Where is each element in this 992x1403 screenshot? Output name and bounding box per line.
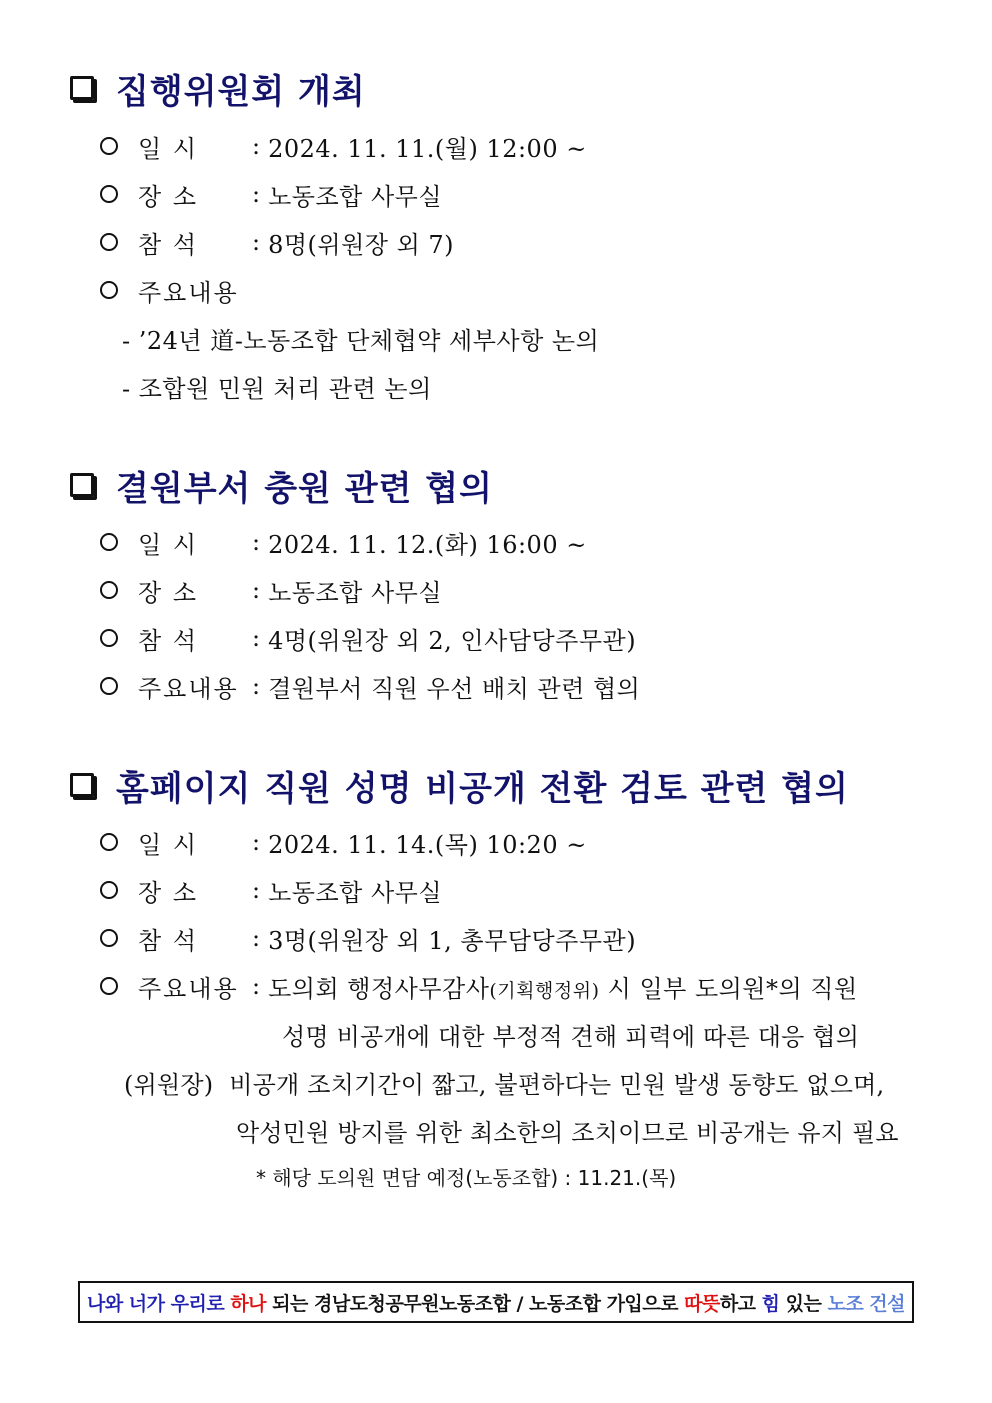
value-datetime: 2024. 11. 11.(월) 12:00 ~ <box>268 134 587 163</box>
section-1-datetime-row <box>100 128 587 164</box>
section-2-attendees-row <box>100 620 636 656</box>
circle-bullet-icon <box>100 629 118 647</box>
slogan-part-7: 있는 <box>779 1292 828 1315</box>
value-place: 노동조합 사무실 <box>268 182 443 211</box>
section-3-datetime-row <box>100 824 587 860</box>
value-main-content <box>268 969 858 1004</box>
separator: : <box>252 876 261 904</box>
checkbox-square-icon <box>70 76 94 100</box>
circle-bullet-icon <box>100 881 118 899</box>
value-attendees: 4명(위원장 외 2, 인사담당주무관) <box>268 626 637 655</box>
circle-bullet-icon <box>100 185 118 203</box>
separator: : <box>252 972 261 1000</box>
section-3-attendees-row <box>100 920 636 956</box>
value-place: 노동조합 사무실 <box>268 878 443 907</box>
label-main-content: 주요내용 <box>138 974 239 1003</box>
section-1-sub-item-2: - 조합원 민원 처리 관련 논의 <box>122 374 432 403</box>
label-main-content: 주요내용 <box>138 674 239 703</box>
label-attendees: 참 석 <box>138 626 198 655</box>
section-1-heading <box>70 68 366 112</box>
label-datetime: 일 시 <box>138 134 198 163</box>
section-2-content-row <box>100 668 640 704</box>
label-attendees: 참 석 <box>138 926 198 955</box>
label-main-content: 주요내용 <box>138 278 239 307</box>
separator: : <box>252 624 261 652</box>
circle-bullet-icon <box>100 281 118 299</box>
slogan-part-8: 노조 건설 <box>827 1292 905 1315</box>
label-datetime: 일 시 <box>138 530 198 559</box>
value-main-content: 결원부서 직원 우선 배치 관련 협의 <box>268 674 641 703</box>
chair-line-1-text: 비공개 조치기간이 짧고, 불편하다는 민원 발생 동향도 없으며, <box>229 1070 885 1099</box>
chair-label: (위원장) <box>124 1070 214 1099</box>
chair-statement-line-2: 악성민원 방지를 위한 최소한의 조치이므로 비공개는 유지 필요 <box>236 1118 899 1147</box>
section-1-content-row <box>100 272 239 308</box>
circle-bullet-icon <box>100 137 118 155</box>
value-datetime: 2024. 11. 14.(목) 10:20 ~ <box>268 830 587 859</box>
slogan-part-2: 하나 <box>230 1292 267 1315</box>
label-datetime: 일 시 <box>138 830 198 859</box>
separator: : <box>252 828 261 856</box>
section-2-title: 결원부서 충원 관련 협의 <box>116 468 493 509</box>
committee-note: (기획행정위) <box>489 979 600 1002</box>
section-2-datetime-row <box>100 524 587 560</box>
section-1-place-row <box>100 176 442 212</box>
circle-bullet-icon <box>100 833 118 851</box>
separator: : <box>252 924 261 952</box>
value-main-content-text: 도의회 행정사무감사 <box>268 974 490 1003</box>
slogan-banner <box>78 1281 914 1323</box>
value-attendees: 8명(위원장 외 7) <box>268 230 455 259</box>
value-attendees: 3명(위원장 외 1, 총무담당주무관) <box>268 926 637 955</box>
chair-statement-line-1 <box>124 1064 884 1100</box>
value-main-content-tail: 시 일부 도의원*의 직원 <box>599 974 858 1003</box>
separator: : <box>252 180 261 208</box>
circle-bullet-icon <box>100 977 118 995</box>
slogan-part-1: 나와 너가 우리로 <box>86 1292 231 1315</box>
label-place: 장 소 <box>138 878 198 907</box>
slogan-part-5: 하고 <box>719 1292 762 1315</box>
section-2-heading <box>70 465 493 509</box>
separator: : <box>252 132 261 160</box>
slogan-part-4: 따뜻 <box>684 1292 720 1315</box>
label-place: 장 소 <box>138 182 198 211</box>
circle-bullet-icon <box>100 581 118 599</box>
separator: : <box>252 576 261 604</box>
section-1-attendees-row <box>100 224 454 260</box>
section-1-title: 집행위원회 개최 <box>116 71 366 112</box>
circle-bullet-icon <box>100 929 118 947</box>
label-place: 장 소 <box>138 578 198 607</box>
circle-bullet-icon <box>100 233 118 251</box>
separator: : <box>252 228 261 256</box>
section-3-continuation: 성명 비공개에 대한 부정적 견해 피력에 따른 대응 협의 <box>282 1022 860 1051</box>
separator: : <box>252 528 261 556</box>
separator: : <box>252 672 261 700</box>
slogan-part-3: 되는 경남도청공무원노동조합 / 노동조합 가입으로 <box>266 1292 685 1315</box>
section-3-heading <box>70 765 849 809</box>
slogan-part-6: 힘 <box>761 1292 780 1315</box>
value-place: 노동조합 사무실 <box>268 578 443 607</box>
section-1-sub-item-1: - ’24년 道-노동조합 단체협약 세부사항 논의 <box>122 326 600 355</box>
value-datetime: 2024. 11. 12.(화) 16:00 ~ <box>268 530 587 559</box>
section-3-content-row <box>100 968 858 1004</box>
checkbox-square-icon <box>70 473 94 497</box>
section-3-title: 홈페이지 직원 성명 비공개 전환 검토 관련 협의 <box>116 768 849 809</box>
checkbox-square-icon <box>70 773 94 797</box>
label-attendees: 참 석 <box>138 230 198 259</box>
section-2-place-row <box>100 572 442 608</box>
footnote: * 해당 도의원 면담 예정(노동조합) : 11.21.(목) <box>256 1165 677 1190</box>
circle-bullet-icon <box>100 533 118 551</box>
circle-bullet-icon <box>100 677 118 695</box>
section-3-place-row <box>100 872 442 908</box>
